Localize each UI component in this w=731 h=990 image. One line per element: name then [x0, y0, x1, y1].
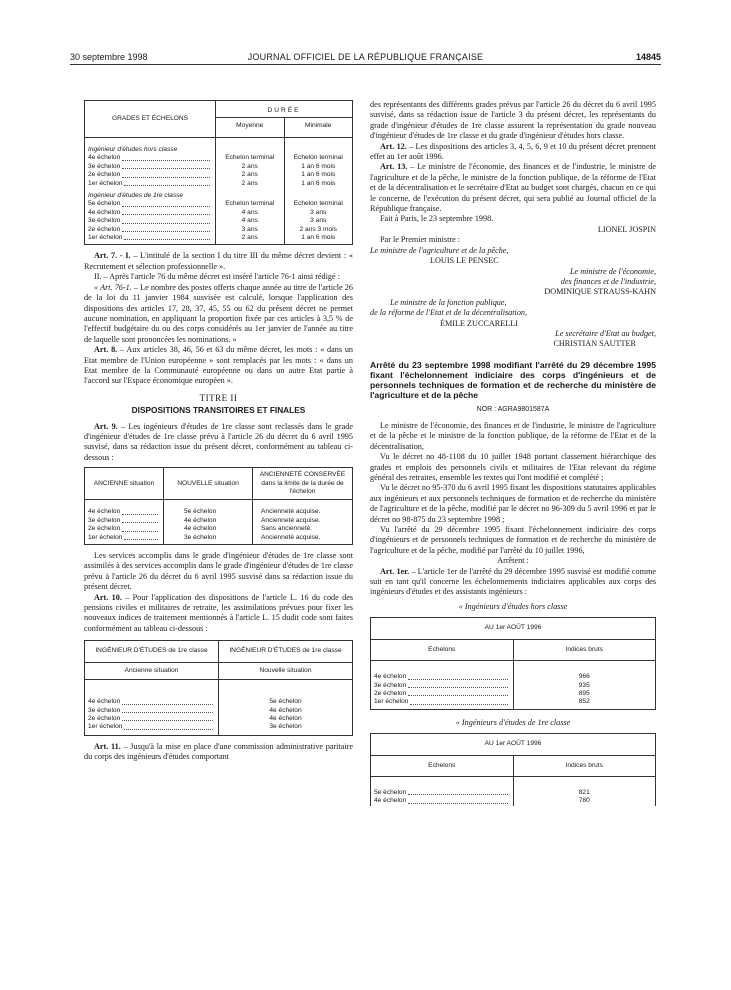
page-header	[70, 52, 661, 68]
arrete-preamble: Le ministre de l'économie, des finances et de l'industrie, le ministre de l'agriculture et de la pêche et le ministre de la fonction publique, de la réforme de l'Etat et de la décentralisation,	[370, 420, 656, 451]
reclassement-table: ANCIENNE situation NOUVELLE situation ANCIENNETÉ CONSERVÉE dans la limite de la durée de l'échelon 4e échelon 5e échelon Ancienneté acquise. 3e échelon 4e échelon Ancienneté acquise. 2e échelon 4e échelon Sans ancienneté. 1er échelon 3e échelon Ancienneté acquise.	[84, 467, 353, 545]
table-header-minimale: Minimale	[284, 118, 353, 138]
vu-arrete-1995: Vu l'arrêté du 29 décembre 1995 fixant l'échelonnement indiciaire des corps d'ingénieurs et de personnels techniques de formation et de recherche du ministère de l'agriculture et de la pêche, modifié par l'arrêté du 10 juillet 1996,	[370, 525, 656, 555]
group-title-hors-classe: Ingénieur d'études hors classe	[85, 138, 216, 155]
ministre-agriculture: Le ministre de l'agriculture et de la pêche,	[370, 245, 509, 255]
table-row: 2e échelon 2 ans 1 an 6 mois	[85, 171, 353, 179]
table-row: 2e échelon 4e échelon	[85, 715, 353, 723]
table-row: 1er échelon 2 ans 1 an 6 mois	[85, 234, 353, 245]
left-column	[84, 100, 353, 763]
article-12: Art. 12. – Les dispositions des articles 3, 4, 5, 6, 9 et 10 du présent décret prennent effet au 1er août 1996.	[370, 141, 656, 162]
table-row: 3e échelon 935	[371, 682, 656, 690]
table-row: 1er échelon 2 ans 1 an 6 mois	[85, 180, 353, 188]
table-row: 5e échelon 821	[371, 776, 656, 797]
table-row: 2e échelon 3 ans 2 ans 3 mois	[85, 226, 353, 234]
table-row: 4e échelon 5e échelon Ancienneté acquise.	[85, 500, 353, 517]
nor-reference: NOR : AGRA9801587A	[476, 405, 550, 413]
table-row: 4e échelon 4 ans 3 ans	[85, 209, 353, 217]
signature-jospin: LIONEL JOSPIN	[597, 224, 656, 234]
par-le-premier-ministre: Par le Premier ministre :	[380, 235, 461, 245]
table-header-grades: GRADES ET ÉCHELONS	[85, 101, 216, 138]
article-8: Art. 8. – Aux articles 38, 46, 56 et 63 du même décret, les mots : « dans un Etat membre de l'Union européenne » sont remplacés par les mots : « dans un Etat membre de la Communauté européenne ou dans un autre Etat partie à l'accord sur l'Espace économique européen ».	[84, 345, 354, 386]
subtitle-premiere-classe: « Ingénieurs d'études de 1re classe	[455, 717, 571, 727]
vu-decret-1995: Vu le décret no 95-370 du 6 avril 1995 fixant les dispositions statutaires applicables aux ingénieurs et aux personnels techniques de formation et de recherche du ministère de l'agriculture et de la pêche, modifié par le décret no 96-309 du 5 avril 1996 et par le décret no 98-875 du 23 septembre 1998 ;	[370, 483, 656, 524]
section-heading: DISPOSITIONS TRANSITOIRES ET FINALES	[131, 405, 306, 416]
ministre-fonction-publique: Le ministre de la fonction publique,	[390, 297, 507, 307]
article-9: Art. 9. – Les ingénieurs d'études de 1re classe sont reclassés dans le grade d'ingénieur d'études de 1re classe prévu à l'article 26 du décret du 6 avril 1995 susvisé, dans sa rédaction issue du présent décret, conformément au tableau ci-dessous :	[84, 421, 353, 462]
ministre-economie: Le ministre de l'économie,	[569, 266, 656, 276]
article-11-continued: des représentants des différents grades prévus par l'article 26 du décret du 6 avril 1995 susvisé, dans sa rédaction issue de l'article 3 du présent décret, les représentants du grade d'ingénieur d'études de 1re classe assurent la représentation du grade nouveau d'ingénieur d'études de 1re classe et du grade d'ingénieur d'études hors classe.	[370, 100, 656, 141]
duration-table	[84, 100, 353, 245]
assimilation-table: INGÉNIEUR D'ÉTUDES de 1re classe INGÉNIEUR D'ÉTUDES de 1re classe Ancienne situation Nouvelle situation 4e échelon 5e échelon 3e échelon 4e échelon 2e échelon 4e échelon 1er échelon 3e échelon	[84, 640, 353, 735]
signature-strauss-kahn: DOMINIQUE STRAUSS-KAHN	[544, 287, 656, 297]
right-column	[370, 100, 656, 806]
table-header-duree: DURÉE	[216, 101, 353, 118]
table-row: 2e échelon 4e échelon Sans ancienneté.	[85, 525, 353, 533]
ministre-fonction-publique-2: de la réforme de l'Etat et de la décentralisation,	[370, 308, 528, 318]
table-header-moyenne: Moyenne	[216, 118, 285, 138]
indices-hors-classe-table: AU 1er AOÛT 1996 Echelons Indices bruts 4e échelon 966 3e échelon 935 2e échelon 895 1er échelon 852	[370, 617, 656, 709]
header-rule	[70, 64, 661, 65]
group-title-premiere-classe: Ingénieur d'études de 1re classe	[85, 188, 216, 200]
secretaire-etat-budget: Le secrétaire d'Etat au budget,	[555, 328, 656, 338]
signature-le-pensec: LOUIS LE PENSEC	[430, 256, 499, 266]
signature-sautter: CHRISTIAN SAUTTER	[553, 339, 636, 349]
table-row: 4e échelon 966	[371, 661, 656, 682]
header-page-number: 14845	[635, 52, 661, 62]
table-row: 4e échelon Echelon terminal Echelon terminal	[85, 154, 353, 162]
table-row: 4e échelon 5e échelon	[85, 680, 353, 707]
arrete-title: Arrêté du 23 septembre 1998 modifiant l'arrêté du 29 décembre 1995 fixant l'échelonnement indiciaire des corps d'ingénieurs et de personnels techniques de formation et de recherche du ministère de l'agriculture et de la pêche	[370, 359, 656, 401]
vu-decret-1948: Vu le décret no 48-1108 du 10 juillet 1948 portant classement hiérarchique des grades et emplois des personnels civils et militaires de l'Etat relevant du régime général des retraites, ensemble les textes qui l'ont modifié et complété ;	[370, 452, 656, 482]
arretent: Arrêtent :	[497, 556, 529, 566]
article-11: Art. 11. – Jusqu'à la mise en place d'une commission administrative paritaire du corps des ingénieurs d'études comportant	[84, 741, 354, 762]
article-1er: Art. 1er. – L'article 1er de l'arrêté du 29 décembre 1995 susvisé est modifié comme suit en tant qu'il concerne les échelonnements indiciaires applicables aux corps des ingénieurs d'études et des assistants ingénieurs :	[370, 566, 657, 597]
titre-ii: TITRE II	[199, 392, 238, 403]
header-date: 30 septembre 1998	[70, 52, 148, 62]
subtitle-hors-classe: « Ingénieurs d'études hors classe	[458, 601, 568, 611]
article-7-ii: II. – Après l'article 76 du même décret est inséré l'article 76-1 ainsi rédigé :	[94, 272, 340, 282]
article-9-services: Les services accomplis dans le grade d'ingénieur d'études de 1re classe sont assimilés à des services accomplis dans le grade d'ingénieur d'études de 1re classe prévu à l'article 26 du décret du 6 avril 1995 susvisé dans sa rédaction issue du présent décret.	[84, 551, 353, 592]
article-13: Art. 13. – Le ministre de l'économie, des finances et de l'industrie, le ministre de l'agriculture et de la pêche, le ministre de la fonction publique, de la réforme de l'Etat et de la décentralisation et le secrétaire d'Etat au budget sont chargés, chacun en ce qui le concerne, de l'exécution du présent décret, qui sera publié au Journal officiel de la République française.	[370, 162, 656, 214]
table-row: 3e échelon 2 ans 1 an 6 mois	[85, 163, 353, 171]
table-row: 1er échelon 3e échelon	[85, 723, 353, 735]
indices-premiere-classe-table: AU 1er AOÛT 1996 Echelons Indices bruts 5e échelon 821 4e échelon 780	[370, 733, 656, 806]
table-row: 3e échelon 4 ans 3 ans	[85, 217, 353, 225]
article-10: Art. 10. – Pour l'application des dispositions de l'article L. 16 du code des pensions civiles et militaires de retraite, les assimilations prévues pour fixer les nouveaux indices de traitement mentionnés à l'article L. 15 dudit code sont faites conformément au tableau ci-dessous :	[84, 592, 354, 633]
article-7: Art. 7. - I. – L'intitulé de la section I du titre III du même décret devient : « Recrutement et sélection professionnelle ».	[84, 251, 354, 271]
table-row: 1er échelon 852	[371, 698, 656, 709]
fait-a-paris: Fait à Paris, le 23 septembre 1998.	[380, 214, 494, 224]
ministre-economie-2: des finances et de l'industrie,	[560, 276, 656, 286]
table-row: 2e échelon 895	[371, 690, 656, 698]
signature-zuccarelli: ÉMILE ZUCCARELLI	[440, 318, 518, 328]
header-title: JOURNAL OFFICIEL DE LA RÉPUBLIQUE FRANÇAISE	[247, 52, 484, 62]
table-row: 4e échelon 780	[371, 797, 656, 805]
table-row: 3e échelon 4e échelon Ancienneté acquise.	[85, 517, 353, 525]
table-row: 5e échelon Echelon terminal Echelon terminal	[85, 200, 353, 208]
table-row: 3e échelon 4e échelon	[85, 707, 353, 715]
article-76-1: « Art. 76-1. – Le nombre des postes offerts chaque année au titre de l'article 26 de la loi du 11 janvier 1984 susvisée est calculé, lorsque l'application des dispositions des articles 17, 28, 37, 45, 55 ou 62 du présent décret ne permet aucune nomination, en appliquant la proportion fixée par ces articles à 3,5 % de l'effectif budgétaire du ou des corps considérés au 1er janvier de l'année au titre de laquelle sont prononcées les nominations. »	[84, 282, 353, 344]
table-row: 1er échelon 3e échelon Ancienneté acquise.	[85, 534, 353, 545]
